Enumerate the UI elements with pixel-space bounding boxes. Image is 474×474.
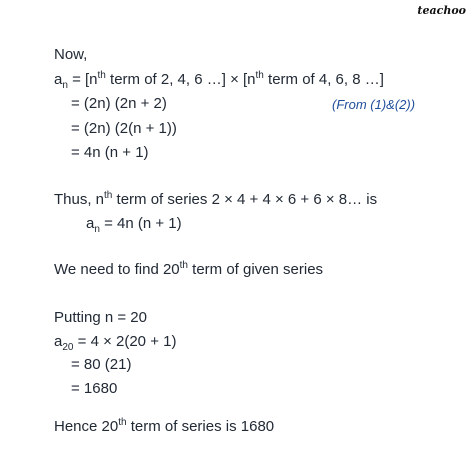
text: = 4 × 2(20 + 1) — [73, 333, 177, 350]
text: term of series 2 × 4 + 4 × 6 + 6 × 8… is — [112, 191, 378, 208]
line-hence — [54, 418, 274, 436]
superscript: th — [104, 190, 113, 201]
superscript: th — [97, 70, 106, 81]
text: We need to find 20 — [54, 261, 180, 278]
line-putting: Putting n = 20 — [54, 309, 147, 326]
line-result — [86, 215, 182, 233]
line-a20-step1: = 80 (21) — [71, 356, 132, 373]
text: = 4n (n + 1) — [99, 215, 182, 232]
superscript: th — [179, 260, 188, 271]
superscript: th — [118, 417, 127, 428]
line-step2: = (2n) (2(n + 1)) — [71, 120, 177, 137]
line-a20 — [54, 333, 176, 351]
subscript: 20 — [62, 342, 74, 353]
line-thus — [54, 191, 377, 209]
subscript: n — [94, 224, 100, 235]
line-now: Now, — [54, 46, 88, 63]
text: Hence 20 — [54, 418, 119, 435]
line-an-definition — [54, 71, 384, 89]
line-step1: = (2n) (2n + 2) — [71, 95, 167, 112]
text: a — [86, 215, 95, 232]
line-a20-step2: = 1680 — [71, 380, 118, 397]
text: a — [54, 333, 63, 350]
line-step3: = 4n (n + 1) — [71, 144, 149, 161]
subscript: n — [62, 80, 68, 91]
text: term of given series — [188, 261, 324, 278]
reference-note: (From (1)&(2)) — [332, 97, 416, 112]
text: term of 4, 6, 8 …] — [263, 71, 384, 88]
text: a — [54, 71, 63, 88]
text: term of 2, 4, 6 …] × [n — [105, 71, 256, 88]
text: term of series is 1680 — [126, 418, 275, 435]
brand-logo: teachoo — [417, 4, 466, 17]
text: Thus, n — [54, 191, 105, 208]
line-need — [54, 261, 323, 279]
text: = [n — [67, 71, 98, 88]
superscript: th — [255, 70, 264, 81]
